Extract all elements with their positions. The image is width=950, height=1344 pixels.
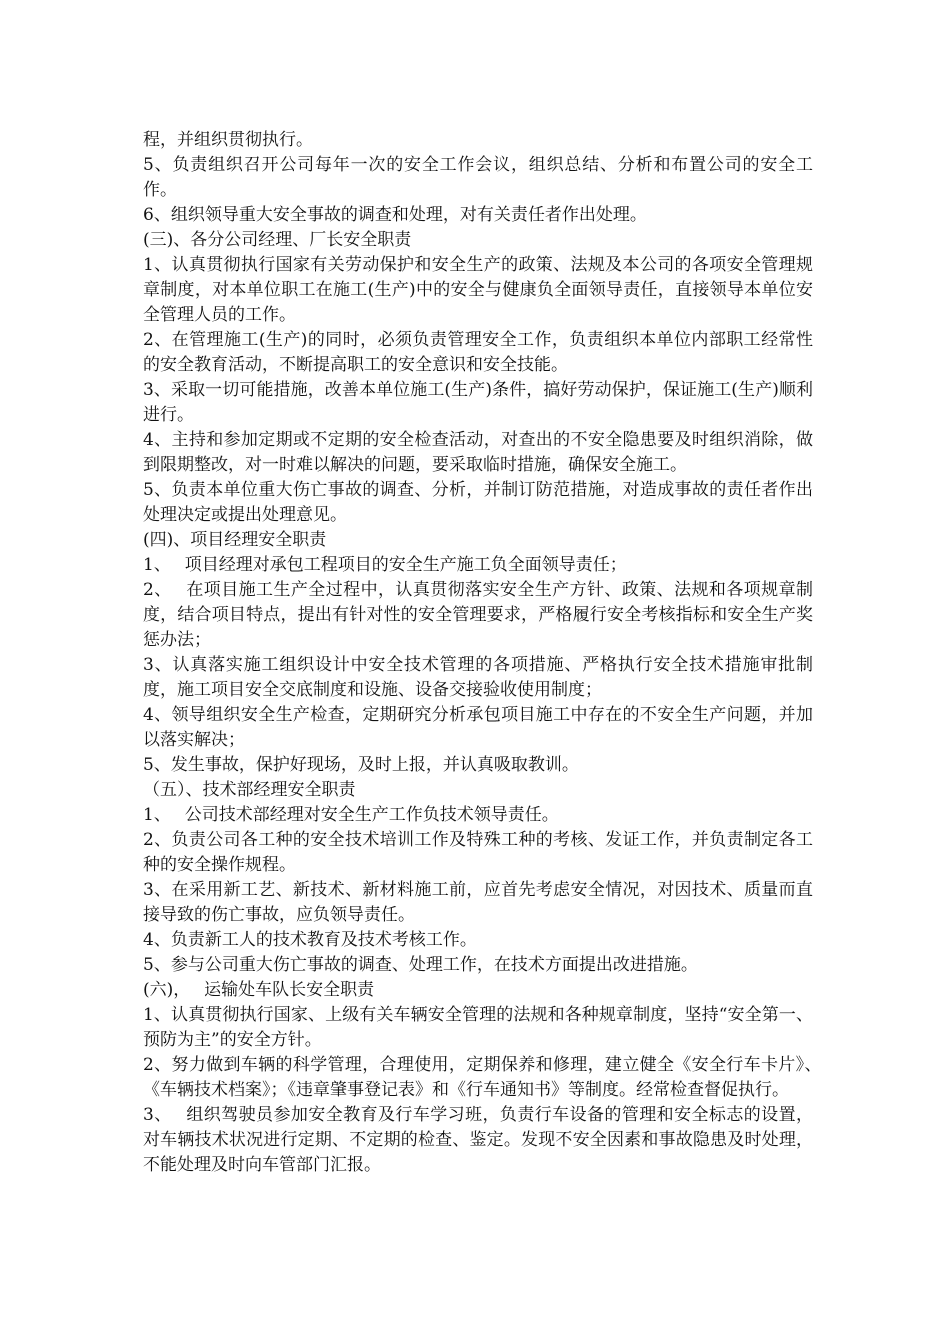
paragraph: 4、负责新工人的技术教育及技术考核工作。 (143, 930, 477, 950)
document-body (143, 128, 830, 1178)
section-heading: (三)、各分公司经理、厂长安全职责 (143, 230, 412, 250)
paragraph: 1、 项目经理对承包工程项目的安全生产施工负全面领导责任； (143, 555, 627, 575)
section-heading: (四)、项目经理安全职责 (143, 530, 327, 550)
paragraph: 5、负责本单位重大伤亡事故的调查、分析，并制订防范措施，对造成事故的责任者作出处理决定或提出处理意见。 (143, 480, 813, 525)
paragraph: 2、在管理施工(生产)的同时，必须负责管理安全工作，负责组织本单位内部职工经常性的安全教育活动，不断提高职工的安全意识和安全技能。 (143, 330, 813, 375)
paragraph: 程，并组织贯彻执行。 (143, 130, 313, 150)
paragraph: 3、采取一切可能措施，改善本单位施工(生产)条件，搞好劳动保护，保证施工(生产)顺利进行。 (143, 380, 813, 425)
paragraph: 2、负责公司各工种的安全技术培训工作及特殊工种的考核、发证工作，并负责制定各工种的安全操作规程。 (143, 830, 813, 875)
paragraph: 3、 组织驾驶员参加安全教育及行车学习班，负责行车设备的管理和安全标志的设置，对车辆技术状况进行定期、不定期的检查、鉴定。发现不安全因素和事故隐患及时处理，不能处理及时向车管部门汇报。 (143, 1105, 813, 1175)
section-heading: （五）、技术部经理安全职责 (143, 780, 356, 800)
paragraph: 1、认真贯彻执行国家有关劳动保护和安全生产的政策、法规及本公司的各项安全管理规章制度，对本单位职工在施工(生产)中的安全与健康负全面领导责任，直接领导本单位安全管理人员的工作。 (143, 255, 813, 325)
paragraph: 5、参与公司重大伤亡事故的调查、处理工作，在技术方面提出改进措施。 (143, 955, 698, 975)
paragraph: 3、认真落实施工组织设计中安全技术管理的各项措施、严格执行安全技术措施审批制度，施工项目安全交底制度和设施、设备交接验收使用制度； (143, 655, 813, 700)
paragraph: 4、主持和参加定期或不定期的安全检查活动，对查出的不安全隐患要及时组织消除，做到限期整改，对一时难以解决的问题，要采取临时措施，确保安全施工。 (143, 430, 813, 475)
paragraph: 5、负责组织召开公司每年一次的安全工作会议，组织总结、分析和布置公司的安全工作。 (143, 155, 813, 200)
paragraph: 2、 在项目施工生产全过程中，认真贯彻落实安全生产方针、政策、法规和各项规章制度，结合项目特点，提出有针对性的安全管理要求，严格履行安全考核指标和安全生产奖惩办法； (143, 580, 813, 650)
paragraph: 4、领导组织安全生产检查，定期研究分析承包项目施工中存在的不安全生产问题，并加以落实解决； (143, 705, 813, 750)
paragraph: 5、发生事故，保护好现场，及时上报，并认真吸取教训。 (143, 755, 579, 775)
paragraph: 2、努力做到车辆的科学管理，合理使用，定期保养和修理，建立健全《安全行车卡片》、 《车辆技术档案》；《违章肇事登记表》和《行车通知书》等制度。经常检查督促执行。 (143, 1055, 830, 1100)
paragraph: 6、组织领导重大安全事故的调查和处理，对有关责任者作出处理。 (143, 205, 647, 225)
paragraph: 1、 公司技术部经理对安全生产工作负技术领导责任。 (143, 805, 559, 825)
paragraph: 3、在采用新工艺、新技术、新材料施工前，应首先考虑安全情况，对因技术、质量而直接导致的伤亡事故，应负领导责任。 (143, 880, 813, 925)
section-heading: (六)， 运输处车队长安全职责 (143, 980, 375, 1000)
paragraph: 1、认真贯彻执行国家、上级有关车辆安全管理的法规和各种规章制度，坚持“安全第一、预防为主”的安全方针。 (143, 1005, 813, 1050)
